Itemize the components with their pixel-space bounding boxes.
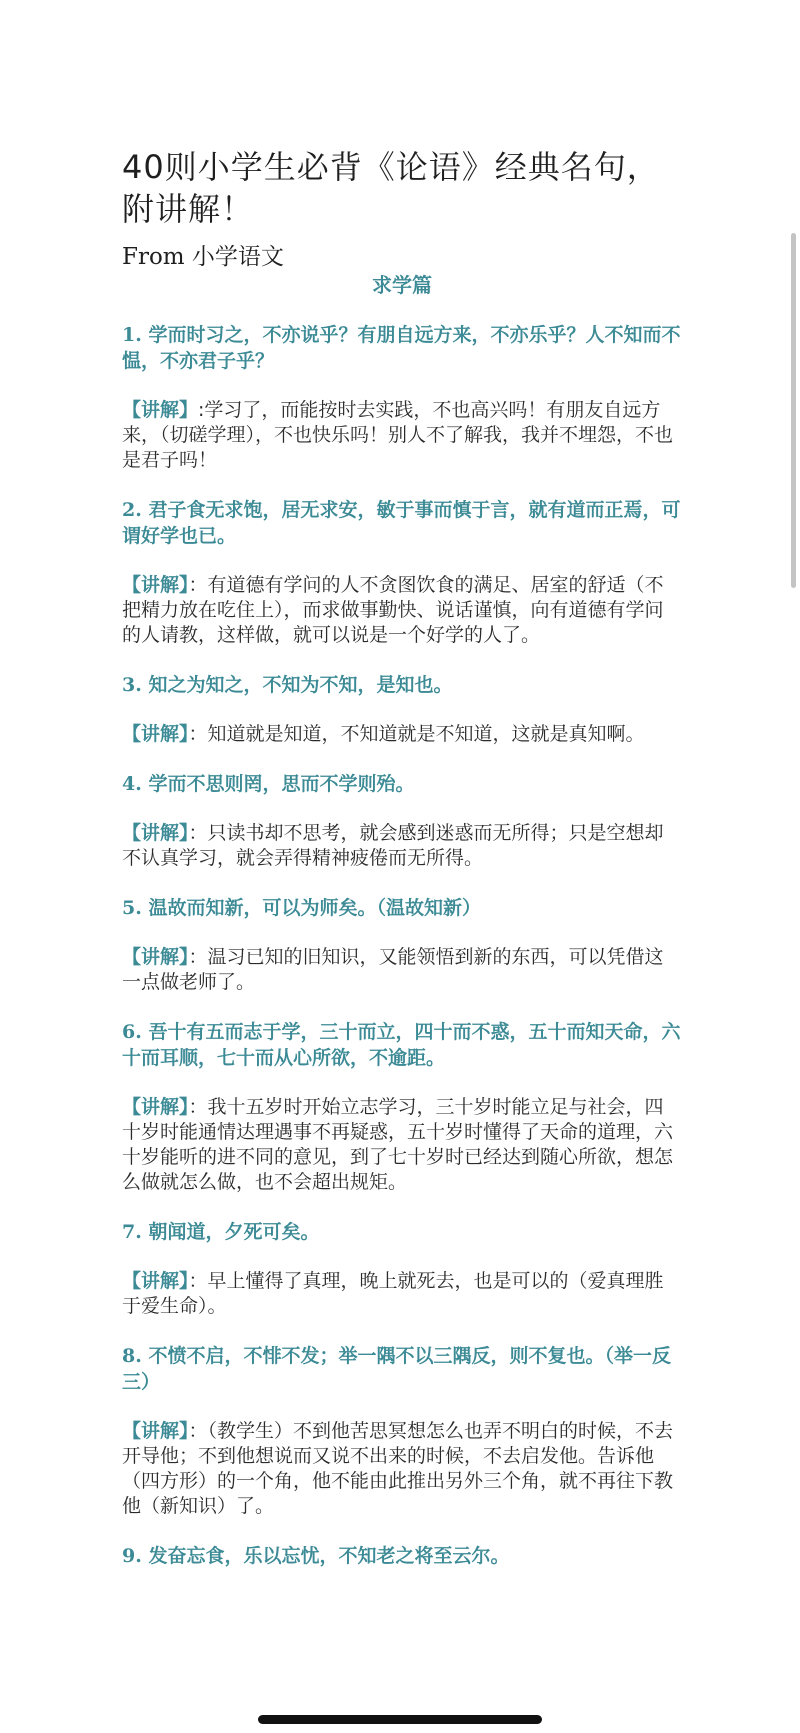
explanation-text: ：早上懂得了真理，晚上就死去，也是可以的（爱真理胜于爱生命）。	[122, 1270, 664, 1317]
quote-text: 不愤不启，不悱不发；举一隅不以三隅反，则不复也。（举一反三）	[122, 1345, 671, 1393]
quote-item	[122, 497, 682, 549]
explanation	[122, 398, 682, 473]
explanation-text: ：只读书却不思考，就会感到迷惑而无所得；只是空想却不认真学习，就会弄得精神疲倦而无所得。	[122, 822, 664, 869]
quote-number: 6.	[122, 1021, 142, 1043]
quote-item	[122, 1019, 682, 1071]
explanation-label: 【讲解】	[122, 723, 189, 745]
quote-text: 朝闻道，夕死可矣。	[148, 1221, 320, 1243]
explanation	[122, 1269, 682, 1319]
article-source[interactable]: From 小学语文	[122, 244, 284, 270]
explanation	[122, 1095, 682, 1195]
explanation	[122, 722, 682, 747]
quote-item	[122, 895, 682, 921]
quote-item	[122, 1543, 682, 1569]
explanation-text: ：温习已知的旧知识，又能领悟到新的东西，可以凭借这一点做老师了。	[122, 946, 664, 993]
explanation-text: ：有道德有学问的人不贪图饮食的满足、居室的舒适（不把精力放在吃住上），而求做事勤快、说话谨慎，向有道德有学问的人请教，这样做，就可以说是一个好学的人了。	[122, 574, 664, 646]
explanation-text: :学习了，而能按时去实践，不也高兴吗！有朋友自远方来，（切磋学理），不也快乐吗！别人不了解我，我并不埋怨，不也是君子吗！	[122, 399, 674, 471]
quote-number: 4.	[122, 773, 142, 795]
quote-text: 君子食无求饱，居无求安，敏于事而慎于言，就有道而正焉，可谓好学也已。	[122, 499, 681, 547]
explanation-label: 【讲解】	[122, 946, 189, 968]
home-indicator[interactable]	[258, 1715, 542, 1724]
quote-number: 8.	[122, 1345, 142, 1367]
quote-text: 知之为知之，不知为不知，是知也。	[148, 674, 453, 696]
quote-item	[122, 672, 682, 698]
quote-item	[122, 322, 682, 374]
article-title: 40则小学生必背《论语》经典名句，附讲解！	[122, 148, 660, 228]
explanation	[122, 573, 682, 648]
explanation-label: 【讲解】	[122, 1420, 189, 1442]
quote-item	[122, 1219, 682, 1245]
explanation	[122, 821, 682, 871]
quote-text: 吾十有五而志于学，三十而立，四十而不惑，五十而知天命，六十而耳顺，七十而从心所欲，不逾距。	[122, 1021, 681, 1069]
explanation-label: 【讲解】	[122, 1270, 189, 1292]
explanation-text: ：知道就是知道，不知道就是不知道，这就是真知啊。	[188, 723, 645, 745]
article	[122, 146, 682, 1593]
explanation-label: 【讲解】	[122, 1096, 189, 1118]
quote-text: 温故而知新，可以为师矣。（温故知新）	[148, 897, 481, 919]
quote-number: 5.	[122, 897, 142, 919]
quote-list	[122, 322, 682, 1569]
section-heading: 求学篇	[372, 273, 432, 297]
quote-number: 7.	[122, 1221, 142, 1243]
quote-item	[122, 771, 682, 797]
quote-item	[122, 1343, 682, 1395]
explanation-label: 【讲解】	[122, 822, 189, 844]
quote-number: 2.	[122, 499, 142, 521]
explanation	[122, 1419, 682, 1519]
explanation-text: ：我十五岁时开始立志学习，三十岁时能立足与社会，四十岁时能通情达理遇事不再疑惑，五十岁时懂得了天命的道理，六十岁能听的进不同的意见，到了七十岁时已经达到随心所欲，想怎么做就怎么做，也不会超出规矩。	[122, 1096, 674, 1193]
quote-number: 3.	[122, 674, 142, 696]
explanation-text: ：（教学生）不到他苦思冥想怎么也弄不明白的时候，不去开导他；不到他想说而又说不出来的时候，不去启发他。告诉他（四方形）的一个角，他不能由此推出另外三个角，就不再往下教他（新知识）了。	[122, 1420, 674, 1517]
explanation-label: 【讲解】	[122, 399, 199, 421]
quote-number: 9.	[122, 1545, 142, 1567]
scrollbar[interactable]	[791, 233, 796, 588]
quote-text: 学而时习之，不亦说乎？有朋自远方来，不亦乐乎？人不知而不愠，不亦君子乎？	[122, 324, 681, 372]
explanation-label: 【讲解】	[122, 574, 189, 596]
quote-text: 发奋忘食，乐以忘忧，不知老之将至云尔。	[148, 1545, 510, 1567]
explanation	[122, 945, 682, 995]
quote-text: 学而不思则罔，思而不学则殆。	[148, 773, 415, 795]
quote-number: 1.	[122, 324, 142, 346]
